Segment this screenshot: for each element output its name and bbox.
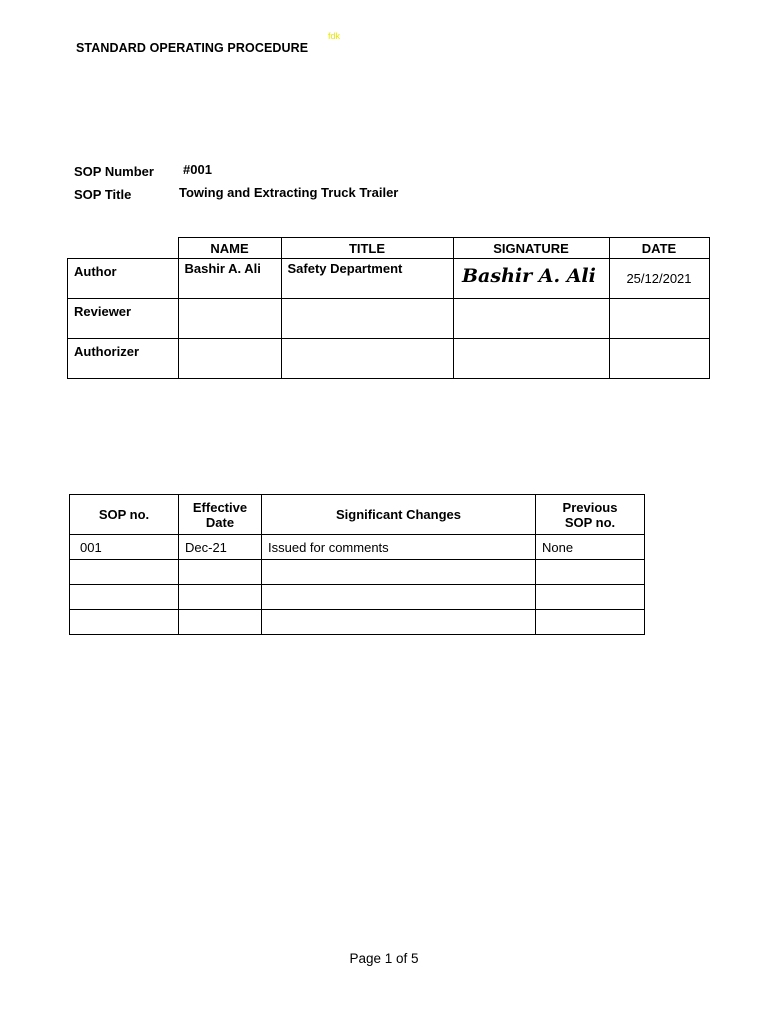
revision-previous: None — [536, 535, 645, 560]
reviewer-signature — [453, 299, 609, 339]
revision-changes — [262, 585, 536, 610]
reviewer-title — [281, 299, 453, 339]
author-signature-cell — [453, 259, 609, 299]
revision-previous — [536, 585, 645, 610]
revision-previous — [536, 610, 645, 635]
revisions-header-changes: Significant Changes — [262, 495, 536, 535]
approvals-row-reviewer — [68, 299, 710, 339]
revision-sop-no — [70, 585, 179, 610]
previous-label-line1: Previous — [562, 499, 618, 515]
revision-previous — [536, 560, 645, 585]
page-number: Page 1 of 5 — [349, 951, 419, 966]
role-label: Reviewer — [68, 299, 179, 339]
approvals-row-authorizer — [68, 339, 710, 379]
header-mark: fdk — [328, 31, 341, 41]
revision-changes: Issued for comments — [262, 535, 536, 560]
revision-sop-no — [70, 560, 179, 585]
sop-number-value: #001 — [183, 162, 212, 177]
approvals-header-date: DATE — [609, 238, 709, 259]
svg-text:Bashir A. Ali: Bashir A. Ali — [461, 265, 596, 287]
revisions-header-effective-date — [179, 495, 262, 535]
authorizer-title — [281, 339, 453, 379]
approvals-header-name: NAME — [178, 238, 281, 259]
reviewer-date — [609, 299, 709, 339]
revision-date — [179, 560, 262, 585]
previous-label-line2: SOP no. — [564, 514, 616, 530]
authorizer-date — [609, 339, 709, 379]
role-label: Author — [68, 259, 179, 299]
sop-title-label: SOP Title — [74, 187, 132, 202]
revision-history-table — [69, 494, 645, 635]
approvals-header-title: TITLE — [281, 238, 453, 259]
table-row — [70, 535, 645, 560]
approvals-header-row — [68, 238, 710, 259]
sop-title-value: Towing and Extracting Truck Trailer — [179, 185, 399, 200]
table-row — [70, 610, 645, 635]
effective-label-line1: Effective — [192, 499, 248, 515]
revisions-header-row — [70, 495, 645, 535]
authorizer-signature — [453, 339, 609, 379]
revision-date — [179, 585, 262, 610]
revisions-header-sop-no: SOP no. — [70, 495, 179, 535]
author-signature — [460, 261, 600, 289]
approvals-row-author — [68, 259, 710, 299]
author-date: 25/12/2021 — [609, 259, 709, 299]
approvals-header-blank — [68, 238, 179, 259]
role-label: Authorizer — [68, 339, 179, 379]
document-title: STANDARD OPERATING PROCEDURE — [76, 41, 309, 55]
approvals-table — [67, 237, 710, 379]
approvals-header-signature: SIGNATURE — [453, 238, 609, 259]
effective-label-line2: Date — [205, 514, 235, 530]
revision-changes — [262, 610, 536, 635]
revision-sop-no: 001 — [70, 535, 179, 560]
revision-changes — [262, 560, 536, 585]
revision-date: Dec-21 — [179, 535, 262, 560]
table-row — [70, 560, 645, 585]
table-row — [70, 585, 645, 610]
reviewer-name — [178, 299, 281, 339]
sop-number-label: SOP Number — [74, 164, 154, 179]
author-title: Safety Department — [281, 259, 453, 299]
revision-sop-no — [70, 610, 179, 635]
author-name: Bashir A. Ali — [178, 259, 281, 299]
revision-date — [179, 610, 262, 635]
authorizer-name — [178, 339, 281, 379]
revisions-header-previous — [536, 495, 645, 535]
